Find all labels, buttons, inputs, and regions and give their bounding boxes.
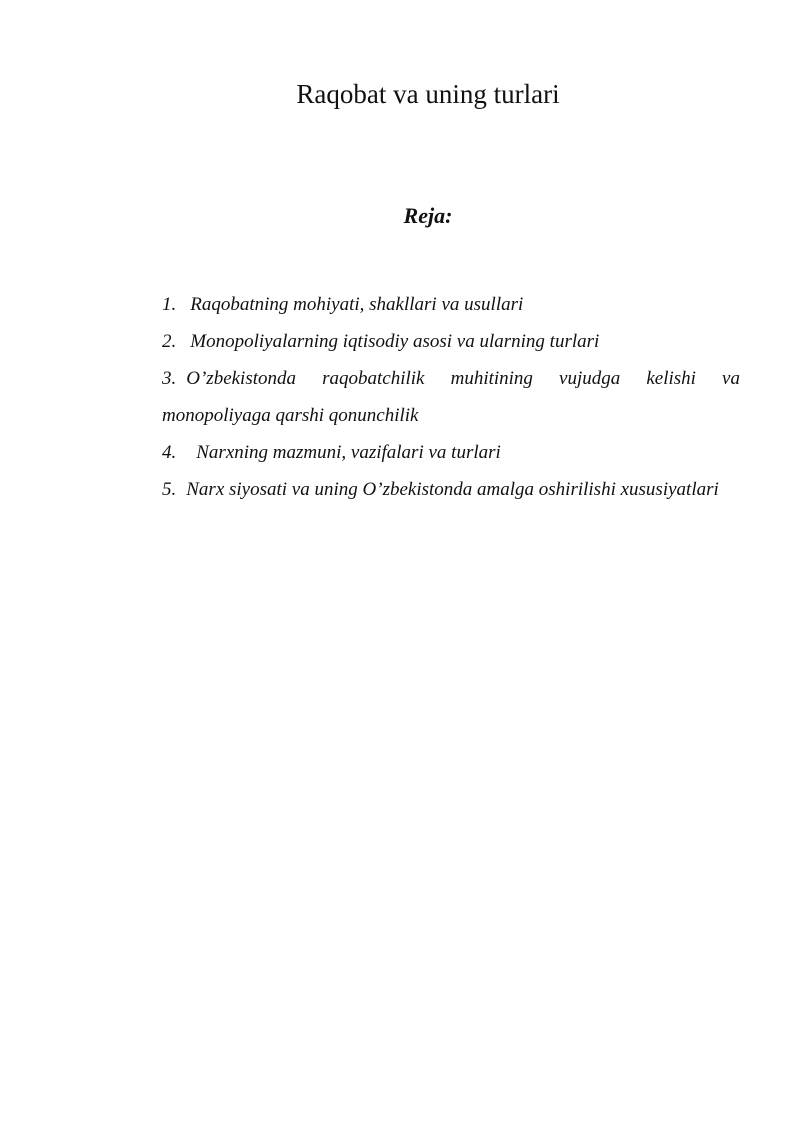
plan-item-text: Raqobatning mohiyati, shakllari va usullari <box>190 294 524 315</box>
plan-item-number: 1. <box>162 294 177 315</box>
plan-heading: Reja: <box>403 203 453 228</box>
plan-list <box>162 286 740 508</box>
plan-item-3 <box>162 360 740 434</box>
plan-item-number: 2. <box>162 331 177 352</box>
plan-item-number: 4. <box>162 442 177 463</box>
document-title: Raqobat va uning turlari <box>296 79 560 109</box>
plan-item-2 <box>162 323 740 360</box>
plan-item-4 <box>162 434 740 471</box>
plan-item-text: Monopoliyalarning iqtisodiy asosi va ularning turlari <box>190 331 600 352</box>
plan-item-number: 3. <box>162 368 177 389</box>
plan-item-text: Narx siyosati va uning O’zbekistonda amalga oshirilishi xususiyatlari <box>186 479 719 500</box>
plan-item-1 <box>162 286 740 323</box>
plan-item-text: O’zbekistonda raqobatchilik muhitining vujudga kelishi va monopoliyaga qarshi qonunchilik <box>162 368 740 426</box>
plan-item-5 <box>162 471 740 508</box>
plan-item-text: Narxning mazmuni, vazifalari va turlari <box>196 442 501 463</box>
plan-item-number: 5. <box>162 479 177 500</box>
